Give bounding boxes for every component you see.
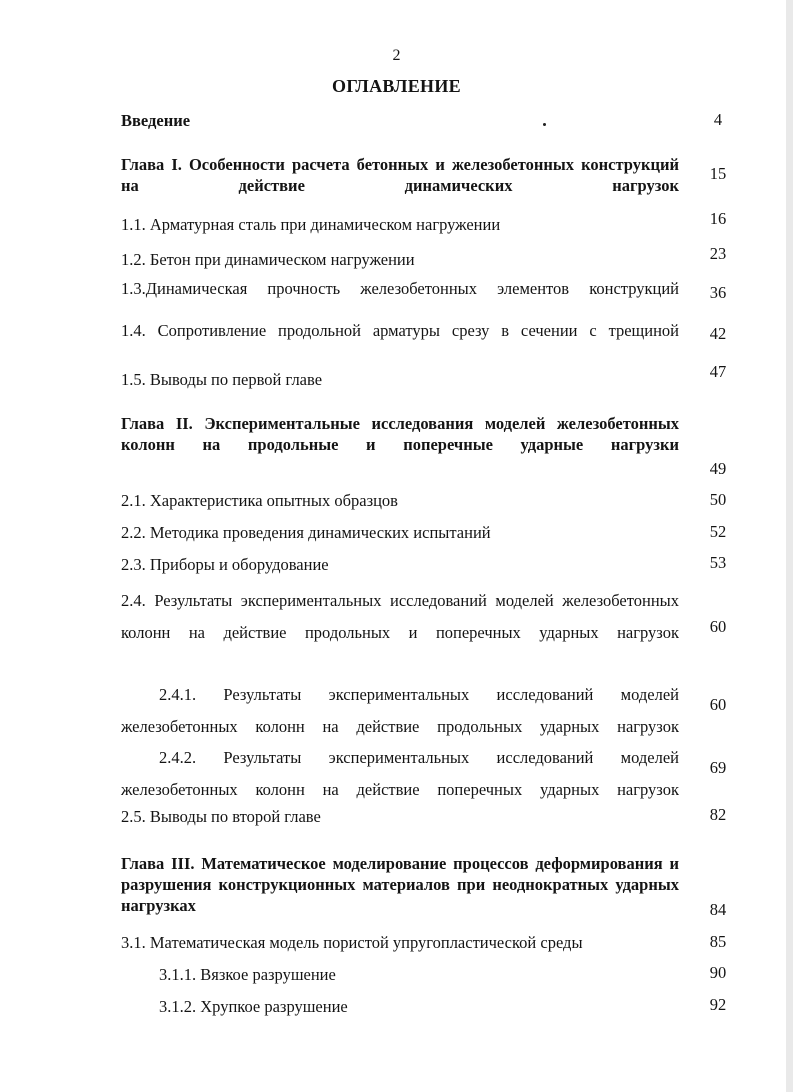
toc-page-2-5: 82 [709, 805, 727, 824]
toc-page-1-4: 42 [709, 324, 727, 343]
toc-entry-3-1: 3.1. Математическая модель пористой упругопластической среды [121, 933, 583, 952]
toc-entry-2-4: 2.4. Результаты экспериментальных исследований моделей железобетонных колонн на действие продольных и поперечных ударных нагрузок [121, 591, 679, 642]
toc-page-2-4-2: 69 [709, 758, 727, 777]
toc-entry-2-5: 2.5. Выводы по второй главе [121, 807, 321, 826]
scan-edge [786, 0, 793, 1092]
page-title: ОГЛАВЛЕНИЕ [332, 76, 461, 96]
toc-entry-chapter-1: Глава I. Особенности расчета бетонных и железобетонных конструкций на действие динамических нагрузок [121, 155, 679, 195]
toc-entry-1-3: 1.3.Динамическая прочность железобетонных элементов конструкций [121, 279, 679, 298]
toc-page-1-2: 23 [709, 244, 727, 263]
toc-entry-2-4-1: 2.4.1. Результаты экспериментальных исследований моделей железобетонных колонн на действие продольных ударных нагрузок [121, 685, 679, 736]
stray-dot [543, 123, 546, 126]
toc-entry-1-5: 1.5. Выводы по первой главе [121, 370, 323, 389]
toc-entry-1-4: 1.4. Сопротивление продольной арматуры срезу в сечении с трещиной [121, 321, 679, 340]
toc-page-1-3: 36 [709, 283, 727, 302]
toc-page-1-1: 16 [709, 209, 727, 228]
toc-entry-chapter-2: Глава II. Экспериментальные исследования моделей железобетонных колонн на продольные и поперечные ударные нагрузки [121, 414, 679, 454]
toc-page-1-5: 47 [709, 362, 727, 381]
toc-page-chapter-2: 49 [709, 459, 727, 478]
toc-page-2-4: 60 [709, 617, 727, 636]
toc-page-intro: 4 [713, 110, 723, 129]
toc-entry-2-3: 2.3. Приборы и оборудование [121, 555, 329, 574]
toc-page-3-1-1: 90 [709, 963, 727, 982]
toc-page-2-1: 50 [709, 490, 727, 509]
toc-page-2-4-1: 60 [709, 695, 727, 714]
toc-page-2-2: 52 [709, 522, 727, 541]
toc-entry-intro: Введение [121, 111, 191, 130]
toc-entry-1-2: 1.2. Бетон при динамическом нагружении [121, 250, 415, 269]
toc-page-3-1: 85 [709, 932, 727, 951]
toc-page-2-3: 53 [709, 553, 727, 572]
toc-entry-3-1-2: 3.1.2. Хрупкое разрушение [159, 997, 348, 1016]
page-number: 2 [392, 47, 401, 64]
toc-entry-2-1: 2.1. Характеристика опытных образцов [121, 491, 398, 510]
toc-entry-2-4-2: 2.4.2. Результаты экспериментальных исследований моделей железобетонных колонн на действие поперечных ударных нагрузок [121, 748, 679, 799]
toc-page-3-1-2: 92 [709, 995, 727, 1014]
toc-page-chapter-1: 15 [709, 164, 727, 183]
toc-entry-1-1: 1.1. Арматурная сталь при динамическом нагружении [121, 215, 501, 234]
toc-entry-chapter-3: Глава III. Математическое моделирование процессов деформирования и разрушения конструкционных материалов при неоднократных ударных нагрузках [121, 854, 679, 915]
toc-entry-3-1-1: 3.1.1. Вязкое разрушение [159, 965, 336, 984]
toc-entry-2-2: 2.2. Методика проведения динамических испытаний [121, 523, 491, 542]
toc-page-chapter-3: 84 [709, 900, 727, 919]
